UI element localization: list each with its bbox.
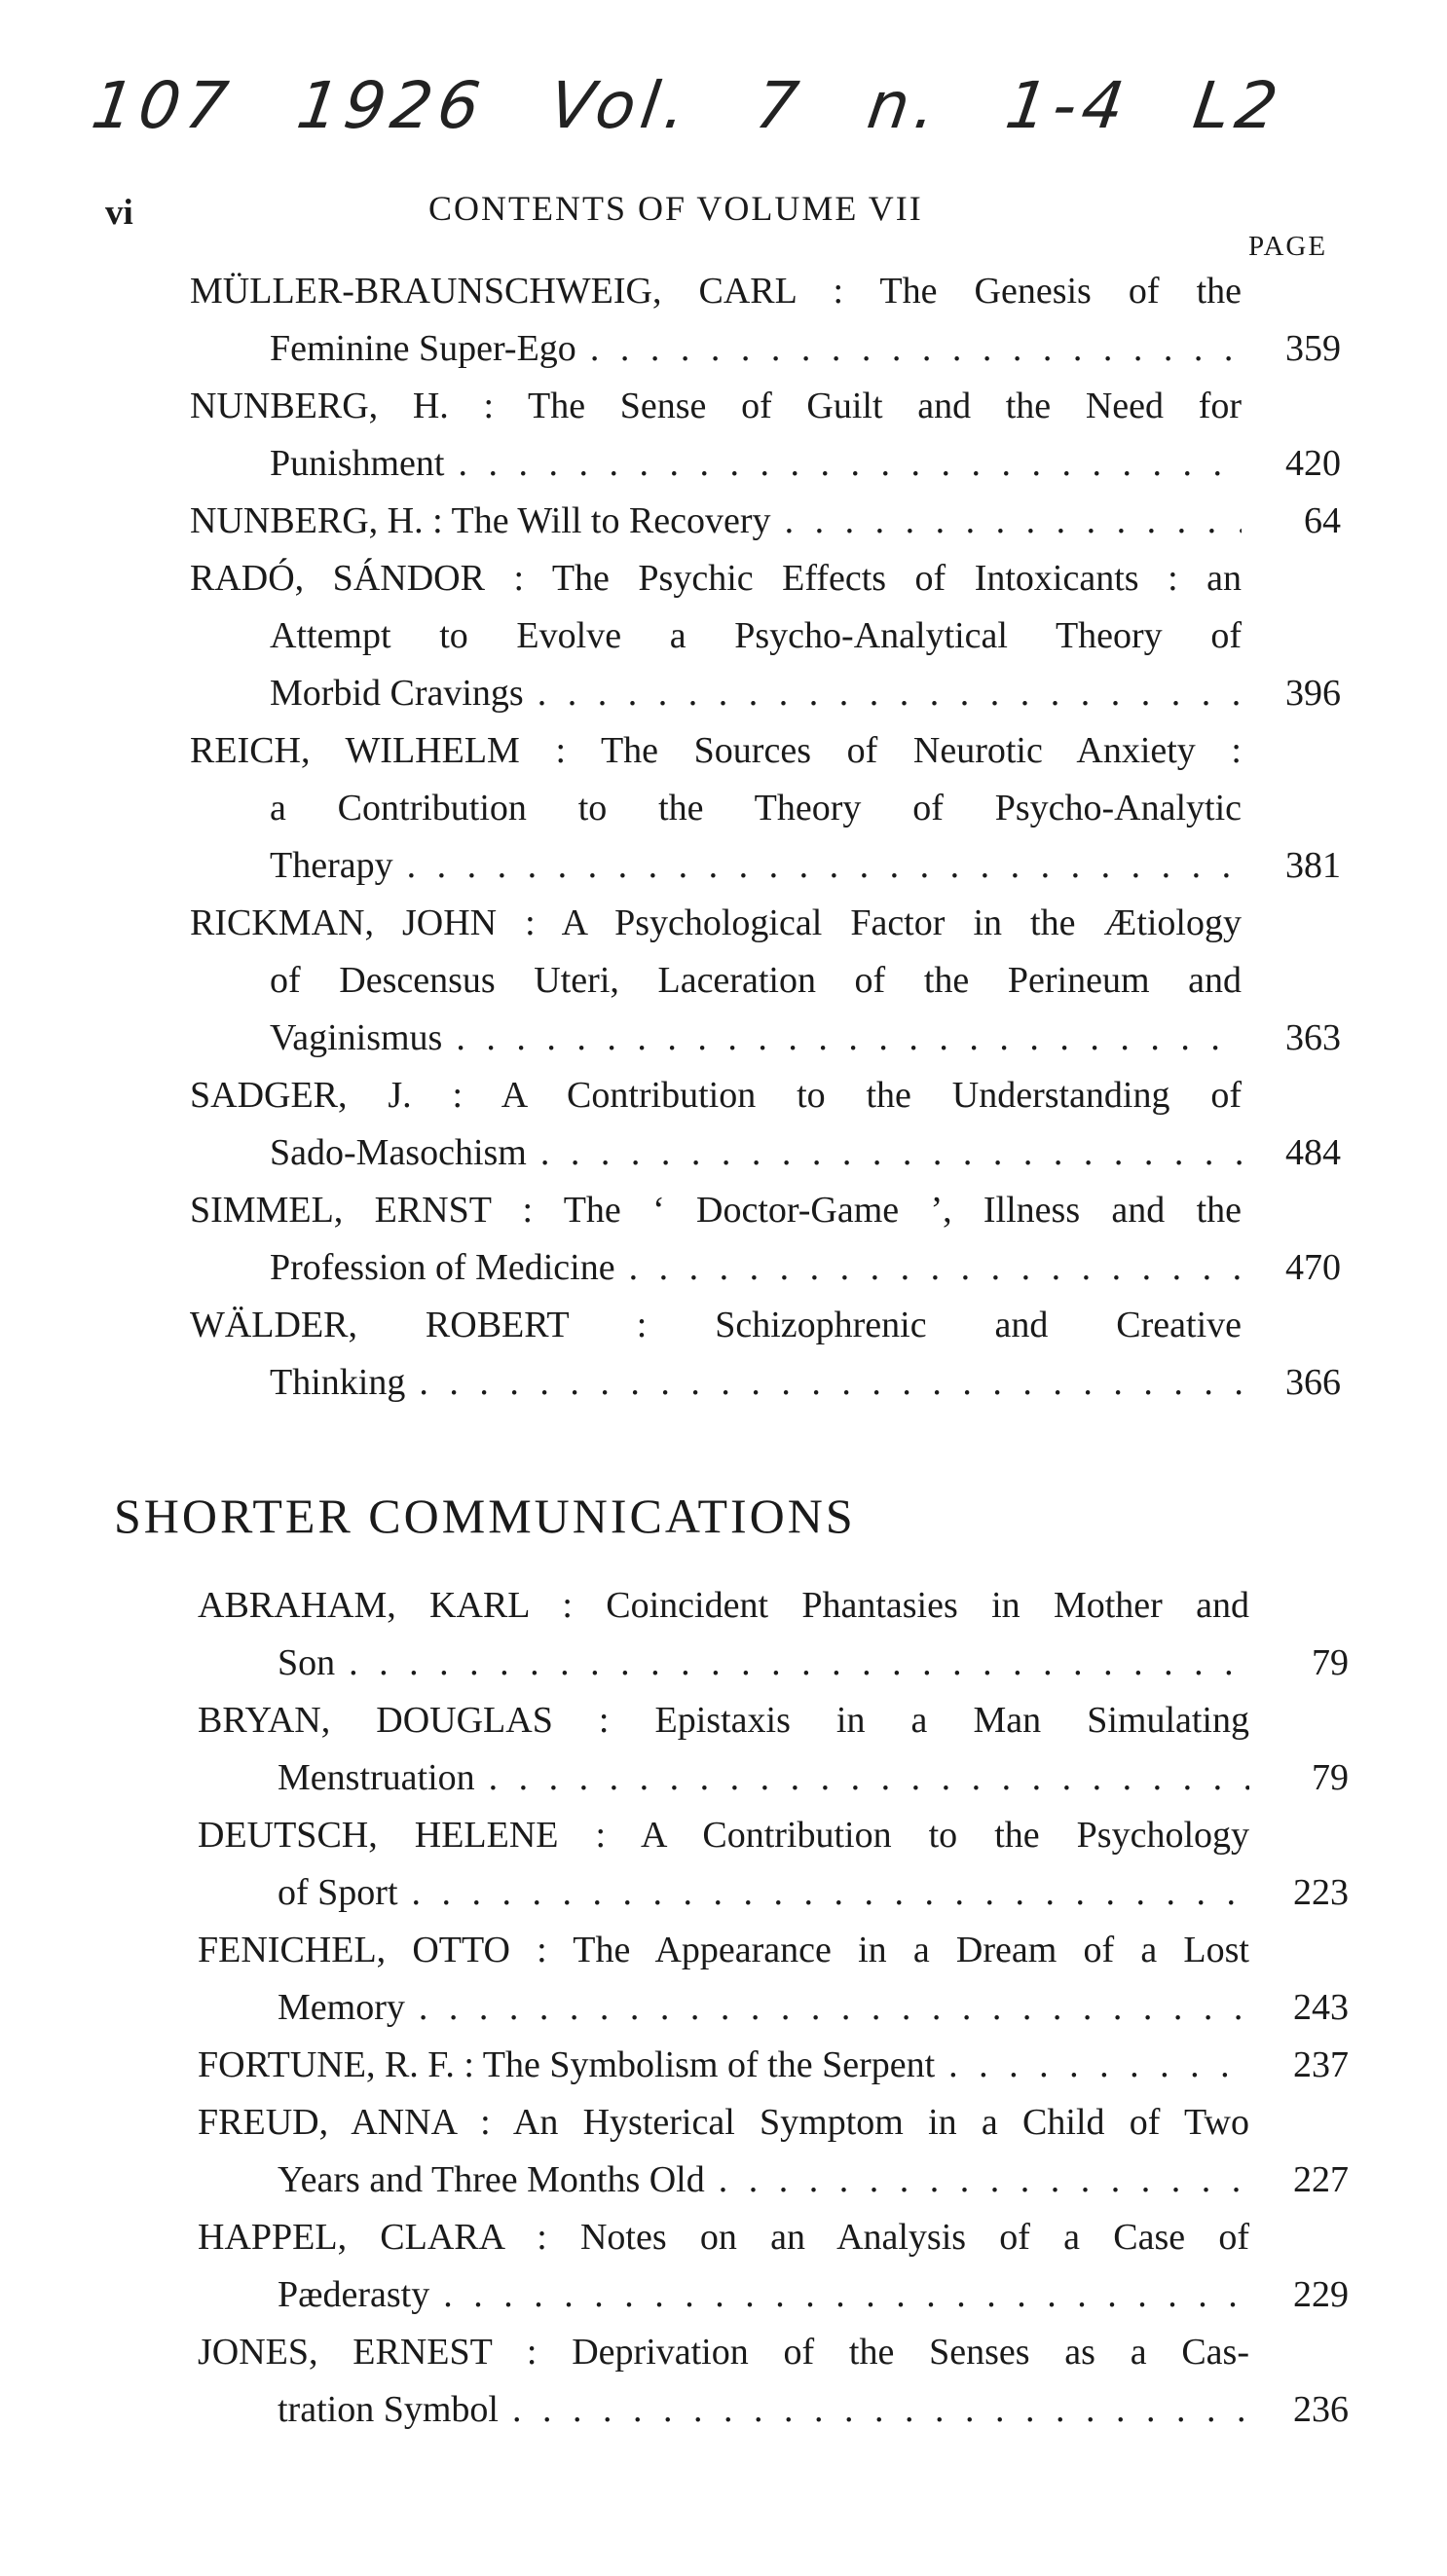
page-column-heading: PAGE bbox=[1248, 231, 1328, 262]
toc-entry-title-end: NUNBERG, H. : The Will to Recovery bbox=[190, 500, 771, 541]
handwritten-catalog-note: 107 1926 Vol. 7 n. 1-4 L2 bbox=[87, 68, 1288, 143]
toc-entry-line: FENICHEL, OTTO : The Appearance in a Dream of a Lost bbox=[198, 1930, 1249, 1970]
toc-entry-title-end: Menstruation bbox=[278, 1757, 475, 1798]
toc-entry-final-line bbox=[190, 1354, 1341, 1412]
dot-leader bbox=[629, 1239, 1242, 1297]
toc-entry-final-line bbox=[190, 493, 1341, 550]
toc-entry-title-end: Pæderasty bbox=[278, 2274, 430, 2315]
toc-entry bbox=[198, 1577, 1349, 1692]
toc-entry-title-end: of Sport bbox=[278, 1872, 398, 1913]
toc-entry-final-line bbox=[198, 2152, 1349, 2209]
toc-entry bbox=[190, 263, 1341, 378]
toc-entry-final-line bbox=[190, 320, 1341, 378]
toc-entry-line: BRYAN, DOUGLAS : Epistaxis in a Man Simulating bbox=[198, 1700, 1249, 1741]
dot-leader bbox=[590, 320, 1242, 378]
toc-entry-line: a Contribution to the Theory of Psycho-Analytic bbox=[270, 788, 1242, 828]
toc-entry-final-line bbox=[190, 1124, 1341, 1182]
toc-entry-final-line bbox=[198, 1979, 1349, 2037]
toc-entry bbox=[190, 1182, 1341, 1297]
toc-entry-final-line bbox=[198, 2266, 1349, 2324]
dot-leader bbox=[512, 2381, 1249, 2439]
page-number: 64 bbox=[1304, 500, 1341, 541]
toc-entry-title-end: Memory bbox=[278, 1987, 405, 2028]
dot-leader bbox=[538, 665, 1242, 722]
toc-entry-title-end: Sado-Masochism bbox=[270, 1132, 527, 1173]
toc-entry-line: JONES, ERNEST : Deprivation of the Senses as a Cas- bbox=[198, 2332, 1249, 2373]
toc-entry bbox=[198, 2209, 1349, 2324]
page-number: 237 bbox=[1293, 2044, 1349, 2085]
page-number: 381 bbox=[1285, 845, 1341, 886]
toc-entry-line: HAPPEL, CLARA : Notes on an Analysis of a Case of bbox=[198, 2217, 1249, 2258]
dot-leader bbox=[785, 493, 1242, 550]
toc-entry-title-end: Morbid Cravings bbox=[270, 673, 524, 714]
page-number: 227 bbox=[1293, 2159, 1349, 2200]
toc-entry bbox=[198, 2324, 1349, 2439]
toc-entry bbox=[190, 378, 1341, 493]
dot-leader bbox=[443, 2266, 1249, 2324]
page-number: 79 bbox=[1312, 1642, 1349, 1683]
toc-entry-final-line bbox=[190, 1239, 1341, 1297]
toc-entry-title-end: tration Symbol bbox=[278, 2389, 499, 2430]
toc-entry bbox=[190, 493, 1341, 550]
page-folio: vi bbox=[105, 193, 133, 233]
toc-entry-title-end: FORTUNE, R. F. : The Symbolism of the Serpent bbox=[198, 2044, 936, 2085]
page-number: 229 bbox=[1293, 2274, 1349, 2315]
toc-entry bbox=[190, 550, 1341, 722]
dot-leader bbox=[456, 1010, 1242, 1067]
toc-entry-line: WÄLDER, ROBERT : Schizophrenic and Creative bbox=[190, 1305, 1242, 1345]
dot-leader bbox=[719, 2152, 1249, 2209]
dot-leader bbox=[407, 837, 1242, 895]
page-number: 396 bbox=[1285, 673, 1341, 714]
dot-leader bbox=[948, 2037, 1249, 2094]
page-number: 79 bbox=[1312, 1757, 1349, 1798]
toc-entry-final-line bbox=[190, 665, 1341, 722]
toc-entry bbox=[198, 1807, 1349, 1922]
contents-list-shorter-communications bbox=[198, 1577, 1349, 2439]
page-number: 420 bbox=[1285, 443, 1341, 484]
toc-entry-line: ABRAHAM, KARL : Coincident Phantasies in Mother and bbox=[198, 1585, 1249, 1626]
toc-entry-title-end: Thinking bbox=[270, 1362, 406, 1403]
toc-entry-title-end: Therapy bbox=[270, 845, 393, 886]
toc-entry bbox=[190, 1297, 1341, 1412]
toc-entry-title-end: Years and Three Months Old bbox=[278, 2159, 705, 2200]
toc-entry bbox=[198, 1922, 1349, 2037]
toc-entry-line: SADGER, J. : A Contribution to the Understanding of bbox=[190, 1075, 1242, 1116]
page-number: 470 bbox=[1285, 1247, 1341, 1288]
toc-entry bbox=[198, 2037, 1349, 2094]
dot-leader bbox=[419, 1979, 1249, 2037]
toc-entry bbox=[198, 1692, 1349, 1807]
page-number: 484 bbox=[1285, 1132, 1341, 1173]
page-number: 243 bbox=[1293, 1987, 1349, 2028]
page-number: 363 bbox=[1285, 1017, 1341, 1058]
toc-entry-final-line bbox=[198, 1635, 1349, 1692]
dot-leader bbox=[349, 1635, 1249, 1692]
toc-entry-line: DEUTSCH, HELENE : A Contribution to the Psychology bbox=[198, 1815, 1249, 1856]
toc-entry-line: SIMMEL, ERNST : The ‘ Doctor-Game ’, Illness and the bbox=[190, 1190, 1242, 1231]
toc-entry-title-end: Punishment bbox=[270, 443, 445, 484]
toc-entry-final-line bbox=[198, 1749, 1349, 1807]
toc-entry-final-line bbox=[190, 435, 1341, 493]
page-number: 366 bbox=[1285, 1362, 1341, 1403]
dot-leader bbox=[458, 435, 1242, 493]
toc-entry-final-line bbox=[198, 2381, 1349, 2439]
page-number: 223 bbox=[1293, 1872, 1349, 1913]
dot-leader bbox=[419, 1354, 1242, 1412]
toc-entry-final-line bbox=[190, 837, 1341, 895]
toc-entry-title-end: Feminine Super-Ego bbox=[270, 328, 576, 369]
toc-entry-line: of Descensus Uteri, Laceration of the Perineum and bbox=[270, 960, 1242, 1001]
page-number: 359 bbox=[1285, 328, 1341, 369]
page-number: 236 bbox=[1293, 2389, 1349, 2430]
toc-entry bbox=[198, 2094, 1349, 2209]
toc-entry-line: FREUD, ANNA : An Hysterical Symptom in a Child of Two bbox=[198, 2102, 1249, 2143]
toc-entry-final-line bbox=[198, 1864, 1349, 1922]
contents-list-papers bbox=[190, 263, 1341, 1412]
toc-entry bbox=[190, 722, 1341, 895]
toc-entry-line: RICKMAN, JOHN : A Psychological Factor in the Ætiology bbox=[190, 902, 1242, 943]
section-heading-shorter-communications: SHORTER COMMUNICATIONS bbox=[114, 1489, 856, 1543]
toc-entry bbox=[190, 1067, 1341, 1182]
toc-entry-line: MÜLLER-BRAUNSCHWEIG, CARL : The Genesis of the bbox=[190, 271, 1242, 312]
dot-leader bbox=[412, 1864, 1250, 1922]
toc-entry-final-line bbox=[190, 1010, 1341, 1067]
dot-leader bbox=[489, 1749, 1249, 1807]
running-title: CONTENTS OF VOLUME VII bbox=[428, 189, 923, 228]
toc-entry-line: RADÓ, SÁNDOR : The Psychic Effects of Intoxicants : an bbox=[190, 558, 1242, 599]
dot-leader bbox=[540, 1124, 1242, 1182]
toc-entry-title-end: Vaginismus bbox=[270, 1017, 443, 1058]
toc-entry-line: NUNBERG, H. : The Sense of Guilt and the Need for bbox=[190, 386, 1242, 426]
toc-entry-title-end: Son bbox=[278, 1642, 336, 1683]
toc-entry bbox=[190, 895, 1341, 1067]
toc-entry-title-end: Profession of Medicine bbox=[270, 1247, 615, 1288]
toc-entry-line: Attempt to Evolve a Psycho-Analytical Theory of bbox=[270, 615, 1242, 656]
toc-entry-final-line bbox=[198, 2037, 1349, 2094]
toc-entry-line: REICH, WILHELM : The Sources of Neurotic Anxiety : bbox=[190, 730, 1242, 771]
